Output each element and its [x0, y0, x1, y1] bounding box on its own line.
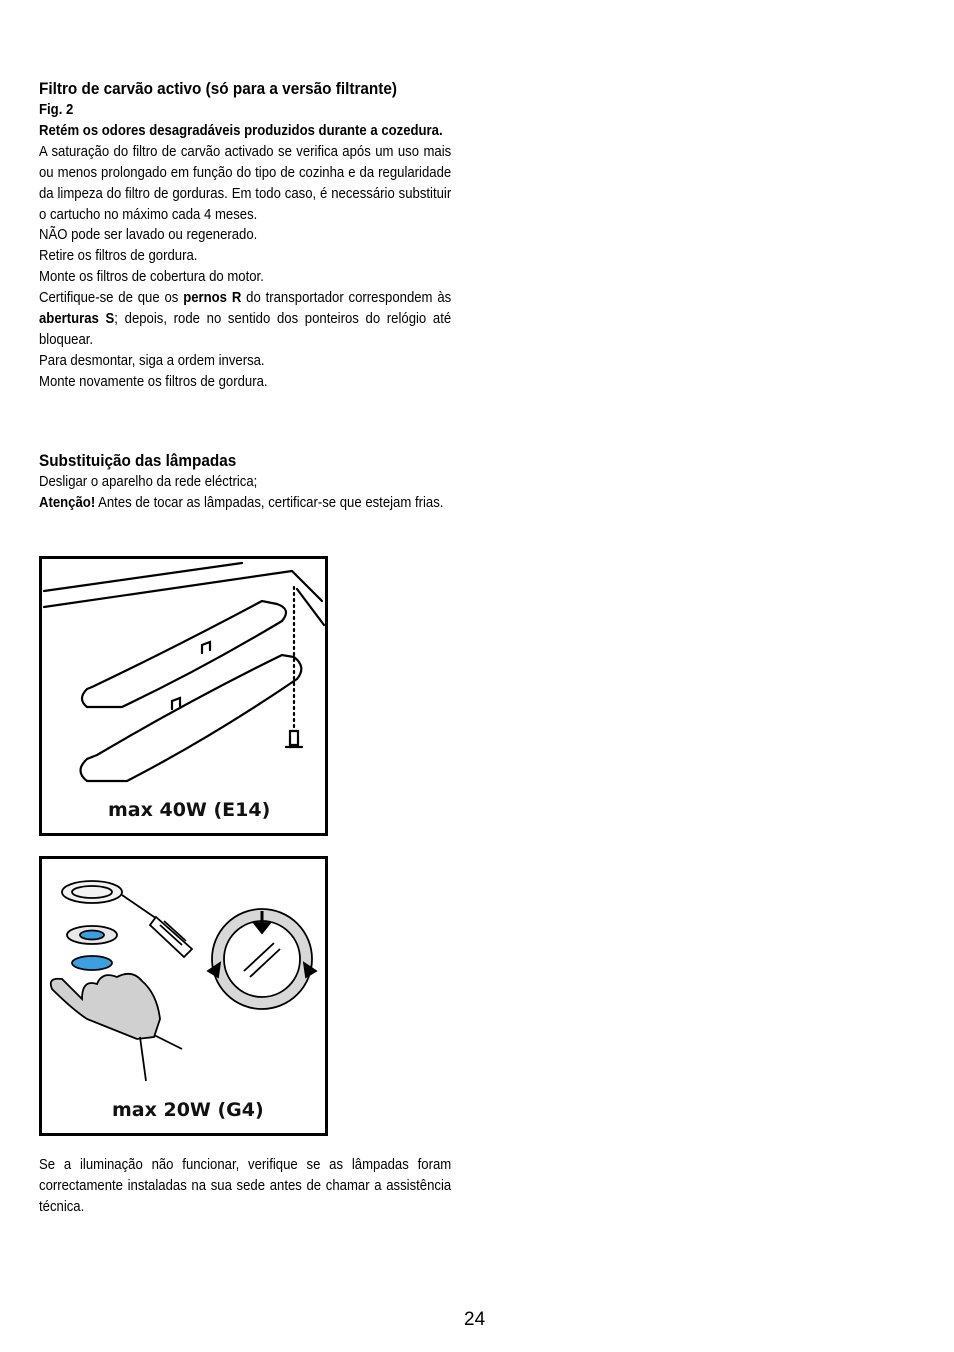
- attention-paragraph: Atenção! Antes de tocar as lâmpadas, certificar-se que estejam frias.: [39, 494, 444, 511]
- figure-e14-lamp: [39, 556, 328, 836]
- footer-note: [39, 1155, 451, 1218]
- section-title-lamps: Substituição das lâmpadas: [39, 451, 237, 470]
- instruction-line: Monte os filtros de cobertura do motor.: [39, 269, 264, 286]
- g4-lamp-illustration: [42, 859, 325, 1133]
- lead-paragraph: Retém os odores desagradáveis produzidos durante a cozedura.: [39, 122, 443, 139]
- section-charcoal-filter: [39, 78, 451, 393]
- figure-g4-lamp: [39, 856, 328, 1136]
- footer-paragraph: Se a iluminação não funcionar, verifique se as lâmpadas foram correctamente instaladas na sua sede antes de chamar a assistência técnica.: [39, 1157, 452, 1215]
- e14-caption: max 40W (E14): [108, 799, 271, 821]
- instruction-line: Retire os filtros de gordura.: [39, 248, 198, 265]
- instruction-line: Desligar o aparelho da rede eléctrica;: [39, 474, 258, 490]
- section-title-charcoal-filter: Filtro de carvão activo (só para a versão filtrante): [39, 79, 397, 98]
- section-lamp-replacement: [39, 450, 451, 514]
- saturation-paragraph: A saturação do filtro de carvão activado se verifica após um uso mais ou menos prolongado em função do tipo de cozinha e da regularidade da limpeza do filtro de gorduras. Em todo caso, é necessário substituir o cartucho no máximo cada 4 meses.: [39, 143, 452, 223]
- page-number: 24: [464, 1309, 486, 1330]
- instruction-line: NÃO pode ser lavado ou regenerado.: [39, 227, 258, 244]
- lamp-cover-illustration: [42, 559, 325, 833]
- fig-reference: Fig. 2: [39, 102, 74, 118]
- g4-caption: max 20W (G4): [112, 1099, 264, 1121]
- instruction-line: Para desmontar, siga a ordem inversa.: [39, 352, 265, 369]
- certify-paragraph: Certifique-se de que os pernos R do transportador correspondem às aberturas S; depois, rode no sentido dos ponteiros do relógio até bloquear.: [39, 290, 452, 348]
- instruction-line: Monte novamente os filtros de gordura.: [39, 373, 268, 390]
